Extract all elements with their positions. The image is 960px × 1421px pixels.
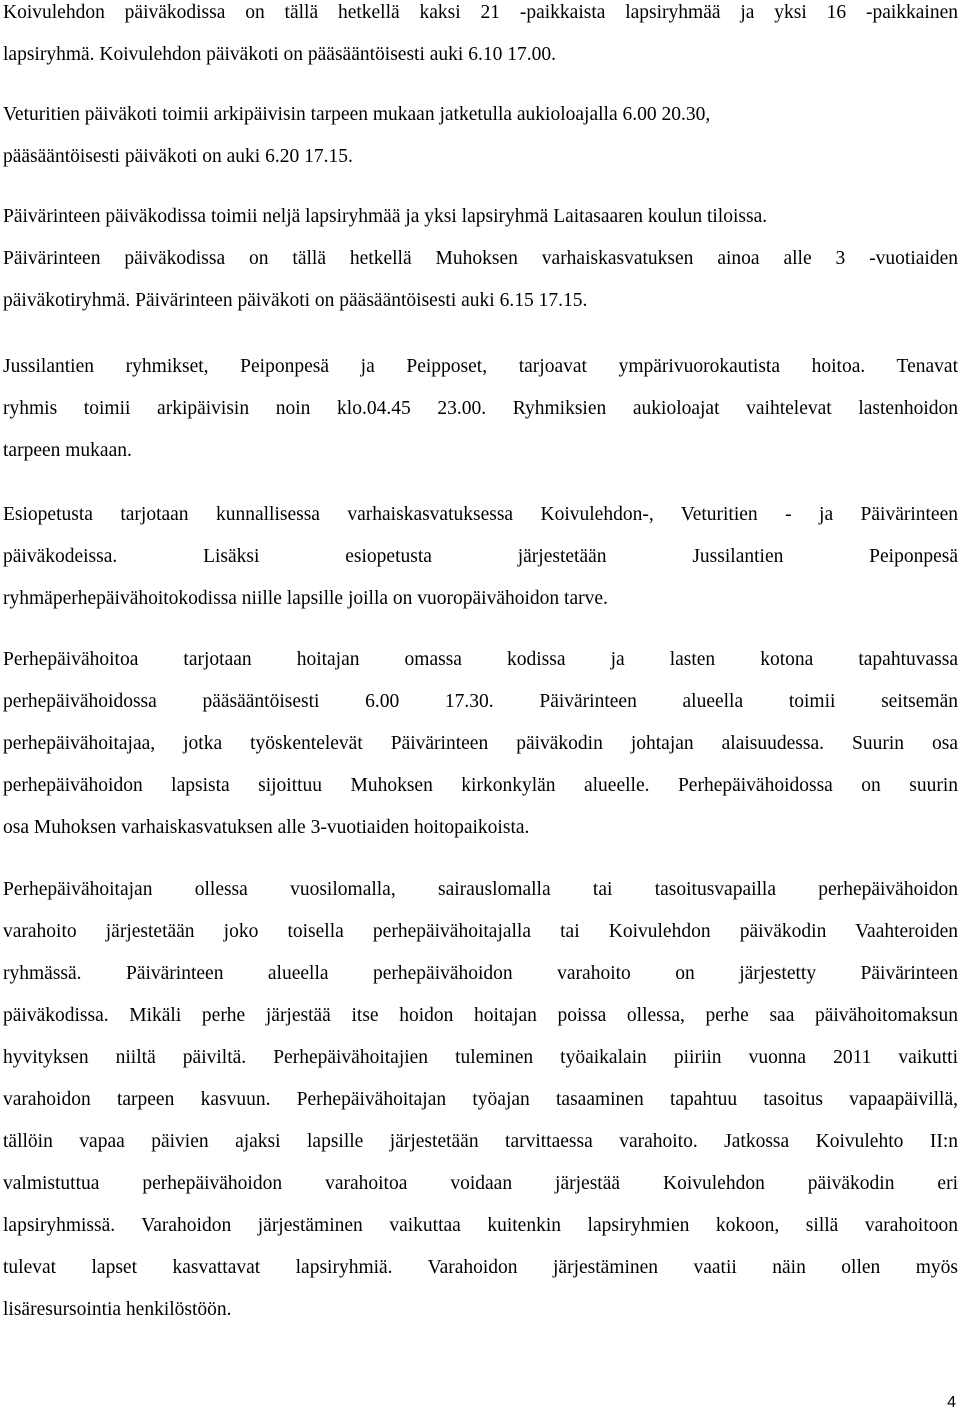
text-line: lapsiryhmä. Koivulehdon päiväkoti on pääsääntöisesti auki 6.10 17.00. xyxy=(3,44,556,65)
text-line: päiväkotiryhmä. Päivärinteen päiväkoti on pääsääntöisesti auki 6.15 17.15. xyxy=(3,290,588,311)
text-line: hyvityksen niiltä päiviltä. Perhepäivähoitajien tuleminen työaikalain piiriin vuonna 2011 vaikutti xyxy=(3,1047,958,1068)
text-line: Päivärinteen päiväkodissa toimii neljä lapsiryhmää ja yksi lapsiryhmä Laitasaaren koulun tiloissa. xyxy=(3,206,768,227)
text-line: valmistuttua perhepäivähoidon varahoitoa voidaan järjestää Koivulehdon päiväkodin eri xyxy=(3,1173,958,1194)
text-line: Koivulehdon päiväkodissa on tällä hetkellä kaksi 21 -paikkaista lapsiryhmää ja yksi 16 -paikkainen xyxy=(3,2,958,23)
text-line: pääsääntöisesti päiväkoti on auki 6.20 17.15. xyxy=(3,146,353,167)
text-line: päiväkodeissa. Lisäksi esiopetusta järjestetään Jussilantien Peiponpesä xyxy=(3,546,958,567)
text-line: varahoidon tarpeen kasvuun. Perhepäivähoitajan työajan tasaaminen tapahtuu tasoitus vapaapäivillä, xyxy=(3,1089,958,1110)
text-line: tulevat lapset kasvattavat lapsiryhmiä. Varahoidon järjestäminen vaatii näin ollen myös xyxy=(3,1257,958,1278)
text-line: osa Muhoksen varhaiskasvatuksen alle 3-vuotiaiden hoitopaikoista. xyxy=(3,817,530,838)
text-line: Jussilantien ryhmikset, Peiponpesä ja Peipposet, tarjoavat ympärivuorokautista hoitoa. Tenavat xyxy=(3,356,958,377)
text-line: Veturitien päiväkoti toimii arkipäivisin tarpeen mukaan jatketulla aukioloajalla 6.00 20.30, xyxy=(3,104,711,125)
text-line: Päivärinteen päiväkodissa on tällä hetkellä Muhoksen varhaiskasvatuksen ainoa alle 3 -vuotiaiden xyxy=(3,248,958,269)
text-line: perhepäivähoidon lapsista sijoittuu Muhoksen kirkonkylän alueelle. Perhepäivähoidossa on suurin xyxy=(3,775,958,796)
text-line: Perhepäivähoitajan ollessa vuosilomalla, sairauslomalla tai tasoitusvapailla perhepäivähoidon xyxy=(3,879,958,900)
text-line: varahoito järjestetään joko toisella perhepäivähoitajalla tai Koivulehdon päiväkodin Vaahteroiden xyxy=(3,921,958,942)
text-line: lisäresursointia henkilöstöön. xyxy=(3,1299,232,1320)
text-line: päiväkodissa. Mikäli perhe järjestää itse hoidon hoitajan poissa ollessa, perhe saa päivähoitomaksun xyxy=(3,1005,958,1026)
text-line: ryhmäperhepäivähoitokodissa niille lapsille joilla on vuoropäivähoidon tarve. xyxy=(3,588,608,609)
page-number: 4 xyxy=(947,1394,956,1411)
text-line: tällöin vapaa päivien ajaksi lapsille järjestetään tarvittaessa varahoito. Jatkossa Koivulehto II:n xyxy=(3,1131,958,1152)
text-line: ryhmässä. Päivärinteen alueella perhepäivähoidon varahoito on järjestetty Päivärinteen xyxy=(3,963,958,984)
text-line: perhepäivähoitajaa, jotka työskentelevät Päivärinteen päiväkodin johtajan alaisuudessa. Suurin osa xyxy=(3,733,958,754)
text-line: tarpeen mukaan. xyxy=(3,440,132,461)
text-line: perhepäivähoidossa pääsääntöisesti 6.00 17.30. Päivärinteen alueella toimii seitsemän xyxy=(3,691,958,712)
text-line: Perhepäivähoitoa tarjotaan hoitajan omassa kodissa ja lasten kotona tapahtuvassa xyxy=(3,649,958,670)
text-line: Esiopetusta tarjotaan kunnallisessa varhaiskasvatuksessa Koivulehdon-, Veturitien - ja Päivärinteen xyxy=(3,504,958,525)
text-line: ryhmis toimii arkipäivisin noin klo.04.45 23.00. Ryhmiksien aukioloajat vaihtelevat lastenhoidon xyxy=(3,398,958,419)
text-line: lapsiryhmissä. Varahoidon järjestäminen vaikuttaa kuitenkin lapsiryhmien kokoon, sillä varahoitoon xyxy=(3,1215,958,1236)
